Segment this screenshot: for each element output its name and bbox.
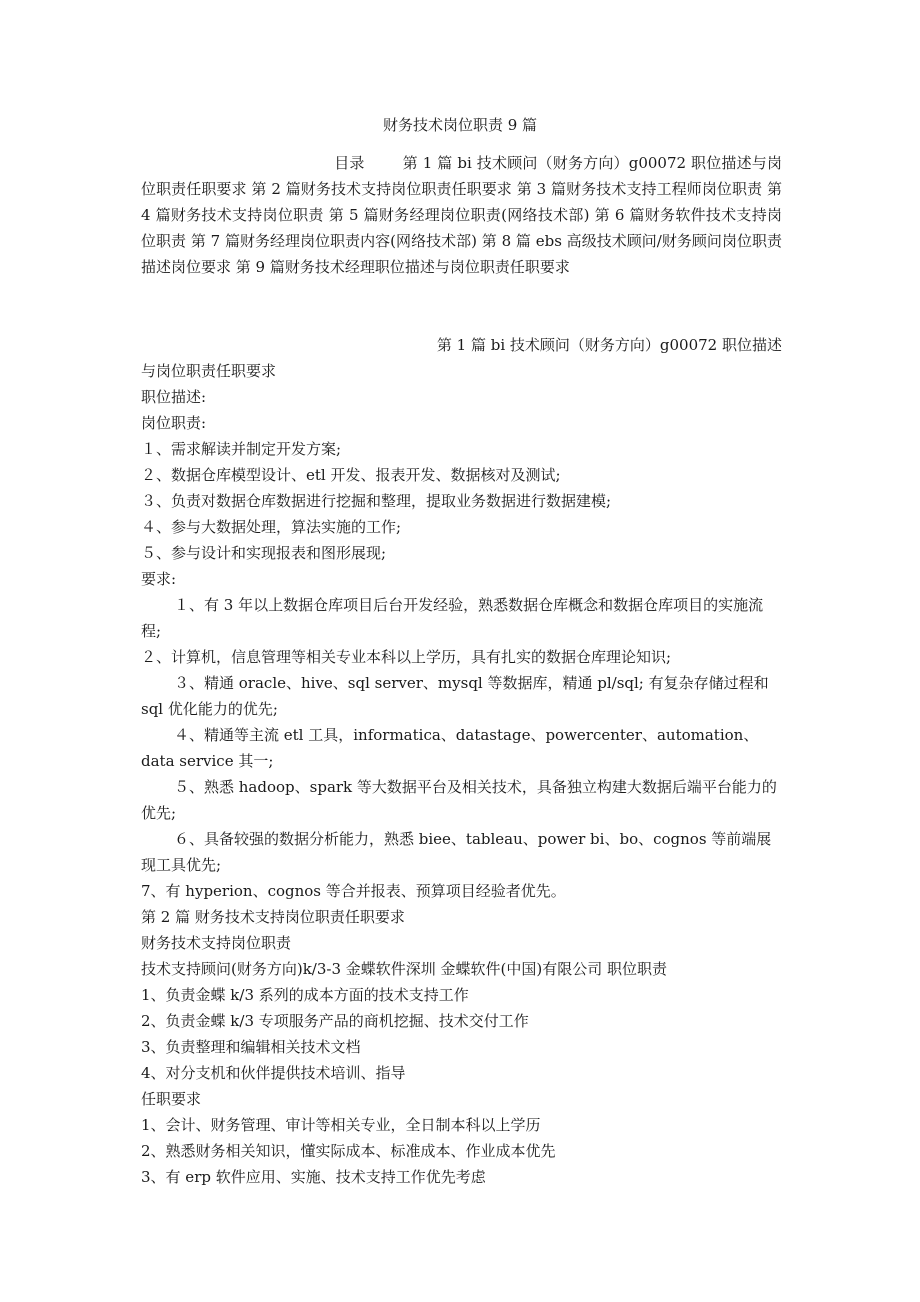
document-body [141, 332, 782, 1190]
section2-duty-4: 4、对分支机和伙伴提供技术培训、指导 [141, 1064, 406, 1082]
section1-req-4: ４、精通等主流 etl 工具，informatica、datastage、powercenter、automation、data service 其一; [141, 726, 759, 770]
section2-req-1: 1、会计、财务管理、审计等相关专业，全日制本科以上学历 [141, 1116, 541, 1134]
section1-req-2: ２、计算机，信息管理等相关专业本科以上学历，具有扎实的数据仓库理论知识; [141, 648, 672, 666]
section2-job-line: 技术支持顾问(财务方向)k/3-3 金蝶软件深圳 金蝶软件(中国)有限公司 职位职责 [141, 960, 668, 978]
section1-duty-5: ５、参与设计和实现报表和图形展现; [141, 544, 387, 562]
toc-text: 第 1 篇 bi 技术顾问（财务方向）g00072 职位描述与岗位职责任职要求 第 2 篇财务技术支持岗位职责任职要求 第 3 篇财务技术支持工程师岗位职责 第 4 篇财务技术支持岗位职责 第 5 篇财务经理岗位职责(网络技术部) 第 6 篇财务软件技术支持岗位职责 第 7 篇财务经理岗位职责内容(网络技术部) 第 8 篇 ebs 高级技术顾问/财务顾问岗位职责描述岗位要求 第 9 篇财务技术经理职位描述与岗位职责任职要求 [141, 154, 782, 276]
section1-req-1: １、有 3 年以上数据仓库项目后台开发经验，熟悉数据仓库概念和数据仓库项目的实施流程; [141, 596, 764, 640]
section2-duty-2: 2、负责金蝶 k/3 专项服务产品的商机挖掘、技术交付工作 [141, 1012, 529, 1030]
section1-duty-label: 岗位职责: [141, 414, 207, 432]
section2-duty-3: 3、负责整理和编辑相关技术文档 [141, 1038, 361, 1056]
table-of-contents [141, 150, 782, 280]
section1-duty-2: ２、数据仓库模型设计、etl 开发、报表开发、数据核对及测试; [141, 466, 561, 484]
section2-req-2: 2、熟悉财务相关知识，懂实际成本、标准成本、作业成本优先 [141, 1142, 556, 1160]
section1-heading-part1: 第 1 篇 bi 技术顾问（财务方向）g00072 职位描述 [436, 336, 782, 354]
section1-req-3: ３、精通 oracle、hive、sql server、mysql 等数据库，精通 pl/sql; 有复杂存储过程和 sql 优化能力的优先; [141, 674, 769, 718]
section1-req-label: 要求: [141, 570, 177, 588]
section1-req-6: ６、具备较强的数据分析能力，熟悉 biee、tableau、power bi、bo、cognos 等前端展现工具优先; [141, 830, 772, 874]
toc-label: 目录 [334, 154, 365, 172]
section1-req-5: ５、熟悉 hadoop、spark 等大数据平台及相关技术，具备独立构建大数据后端平台能力的优先; [141, 778, 777, 822]
section1-duty-1: １、需求解读并制定开发方案; [141, 440, 342, 458]
section2-subtitle: 财务技术支持岗位职责 [141, 934, 292, 952]
document-title: 财务技术岗位职责 9 篇 [382, 116, 538, 134]
section1-duty-4: ４、参与大数据处理，算法实施的工作; [141, 518, 402, 536]
section1-req-7: 7、有 hyperion、cognos 等合并报表、预算项目经验者优先。 [141, 882, 566, 900]
section2-req-3: 3、有 erp 软件应用、实施、技术支持工作优先考虑 [141, 1168, 486, 1186]
section1-desc-label: 职位描述: [141, 388, 207, 406]
section1-duty-3: ３、负责对数据仓库数据进行挖掘和整理，提取业务数据进行数据建模; [141, 492, 612, 510]
section2-heading: 第 2 篇 财务技术支持岗位职责任职要求 [141, 908, 405, 926]
section2-duty-1: 1、负责金蝶 k/3 系列的成本方面的技术支持工作 [141, 986, 469, 1004]
section2-req-label: 任职要求 [141, 1090, 202, 1108]
section1-heading-part2: 与岗位职责任职要求 [141, 362, 277, 380]
